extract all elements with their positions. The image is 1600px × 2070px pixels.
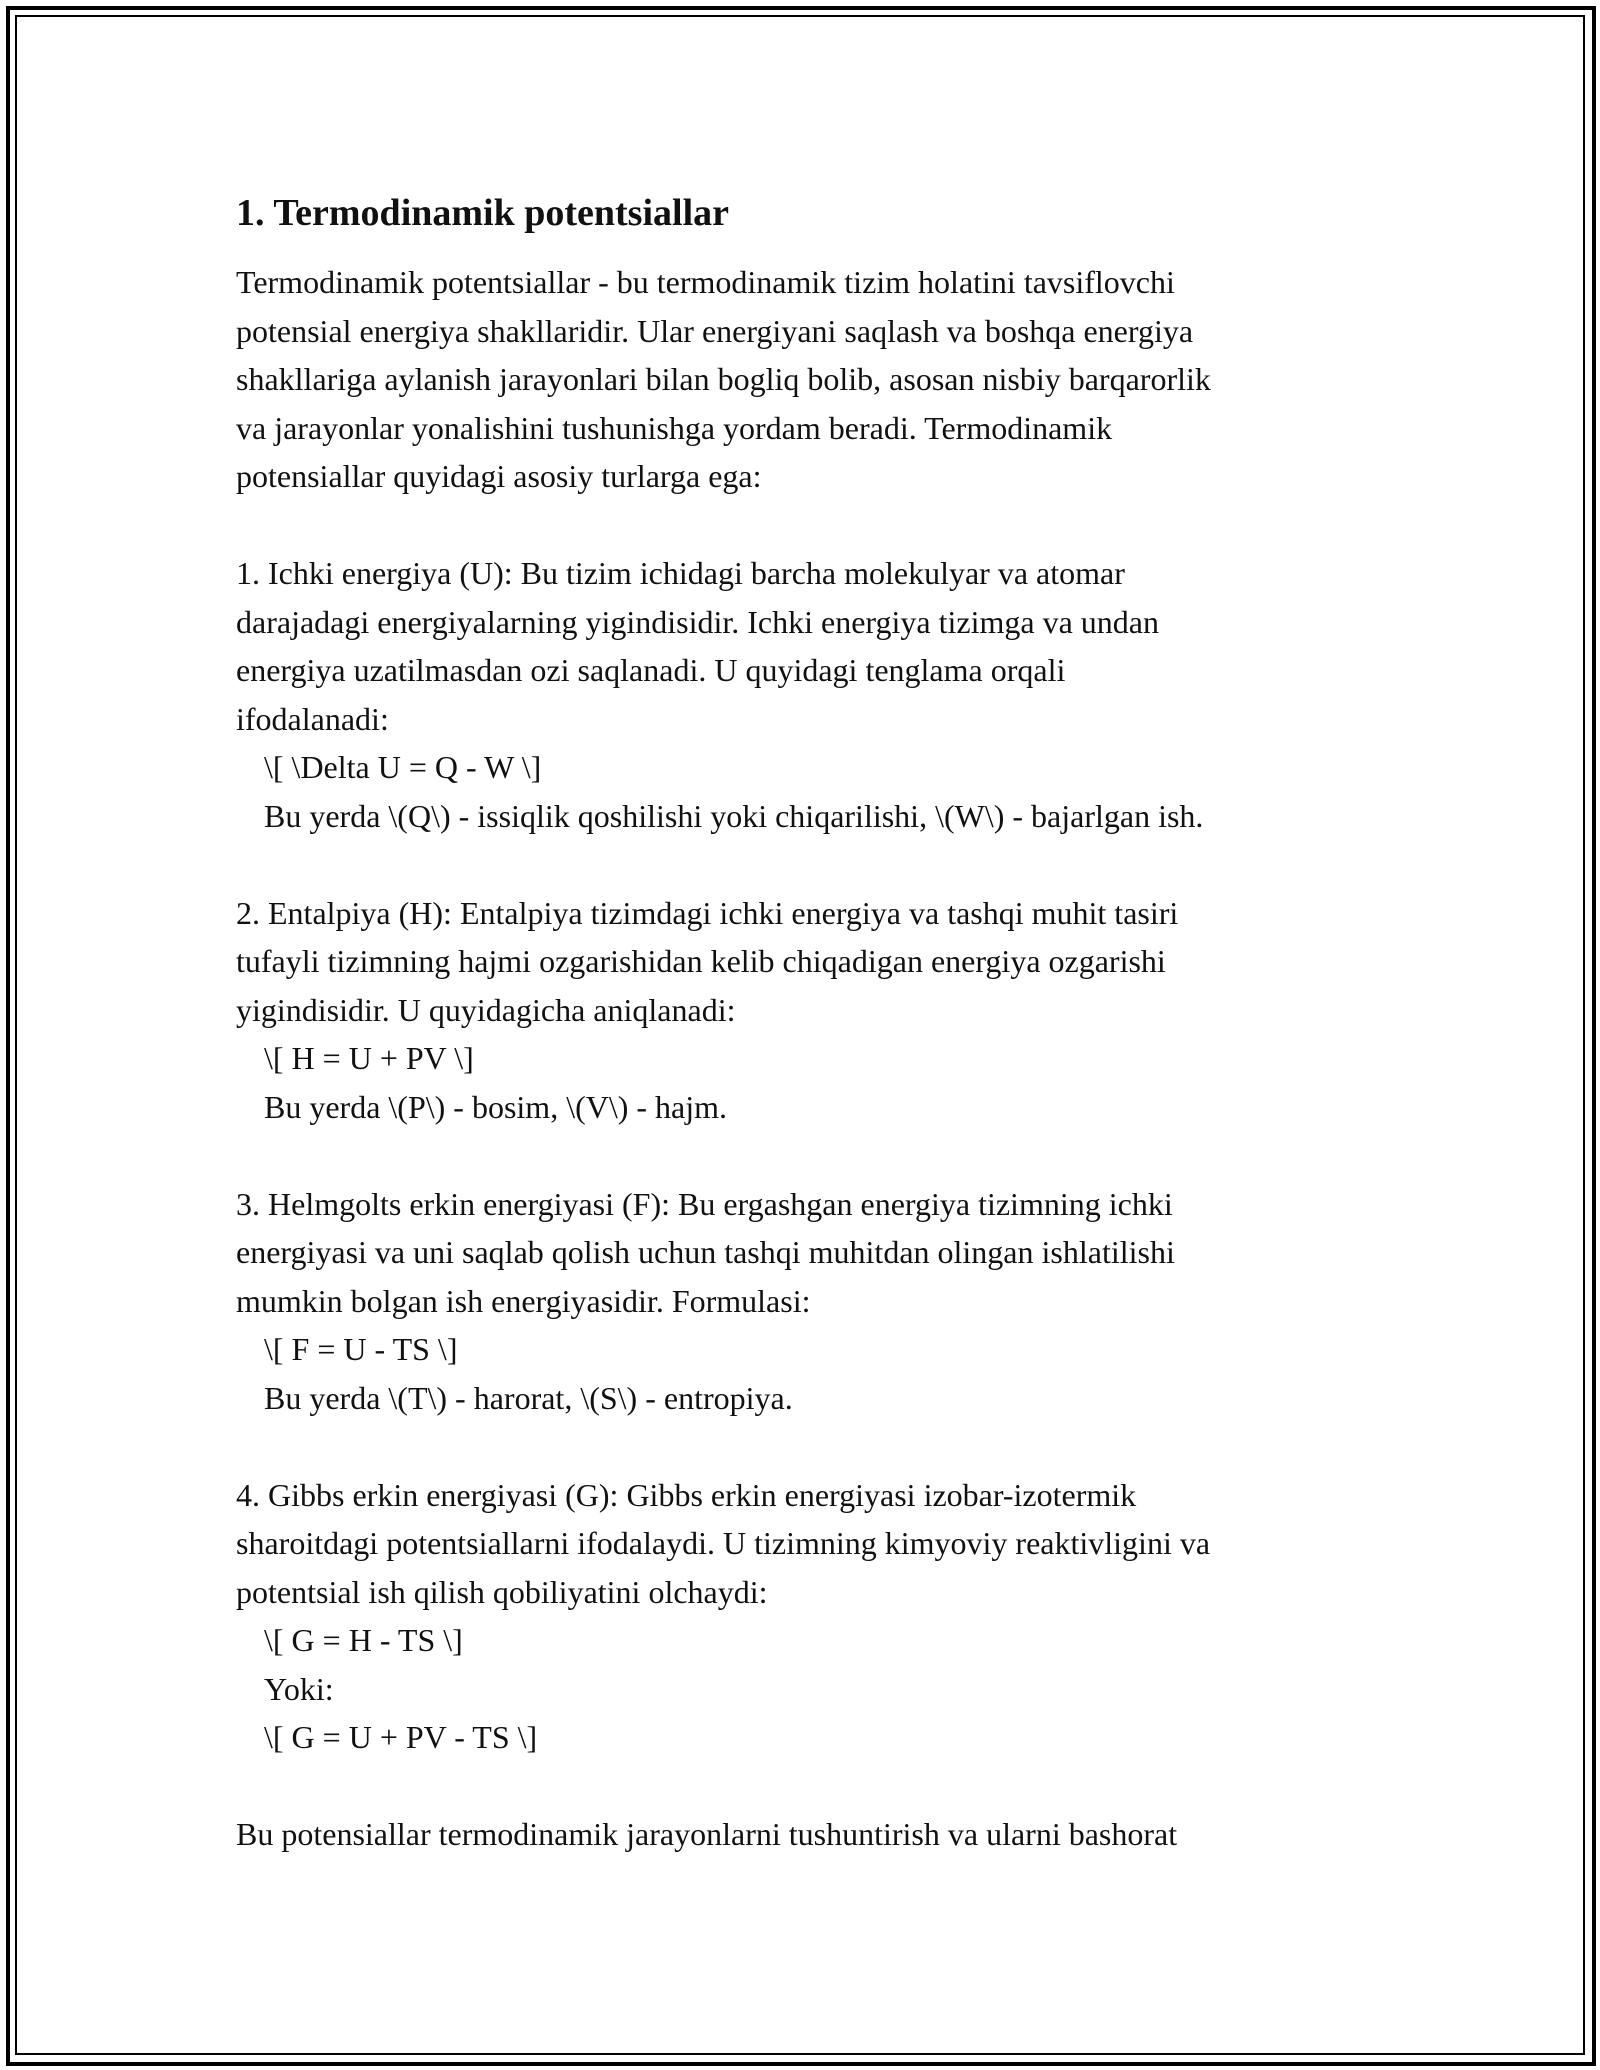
item-line: yigindisidir. U quyidagicha aniqlanadi: — [236, 991, 736, 1028]
closing-line: Bu potensiallar termodinamik jarayonlarni tushuntirish va ularni bashorat — [236, 1816, 1178, 1852]
formula-line: \[ G = U + PV - TS \] — [264, 1719, 538, 1755]
intro-line: potensiallar quyidagi asosiy turlarga ega: — [236, 458, 762, 494]
item-line: potentsial ish qilish qobiliyatini olchaydi: — [236, 1573, 768, 1610]
item-internal-energy — [236, 549, 1366, 840]
spacer — [236, 501, 1366, 550]
spacer — [236, 840, 1366, 889]
document-body — [236, 188, 1366, 1859]
formula-explanation: Bu yerda \(T\) - harorat, \(S\) - entropiya. — [264, 1379, 793, 1416]
intro-line: Termodinamik potentsiallar - bu termodinamik tizim holatini tavsiflovchi — [236, 264, 1175, 300]
formula-line: \[ \Delta U = Q - W \] — [264, 749, 542, 785]
formula-line: \[ G = H - TS \] — [264, 1622, 463, 1658]
item-enthalpy — [236, 889, 1366, 1132]
item-line: 1. Ichki energiya (U): Bu tizim ichidagi barcha molekulyar va atomar — [236, 555, 1125, 591]
formula-line: \[ F = U - TS \] — [264, 1331, 458, 1367]
item-line: mumkin bolgan ish energiyasidir. Formulasi: — [236, 1282, 811, 1319]
item-line: tufayli tizimning hajmi ozgarishidan kelib chiqadigan energiya ozgarishi — [236, 943, 1166, 979]
item-line: 4. Gibbs erkin energiyasi (G): Gibbs erkin energiyasi izobar-izotermik — [236, 1476, 1137, 1513]
formula-explanation: Bu yerda \(Q\) - issiqlik qoshilishi yoki chiqarilishi, \(W\) - bajarlgan ish. — [264, 797, 1204, 834]
item-line: 2. Entalpiya (H): Entalpiya tizimdagi ichki energiya va tashqi muhit tasiri — [236, 894, 1179, 931]
item-line: ifodalanadi: — [236, 700, 389, 737]
formula-explanation: Yoki: — [264, 1670, 334, 1707]
item-helmholtz — [236, 1180, 1366, 1423]
item-line: sharoitdagi potentsiallarni ifodalaydi. U tizimning kimyoviy reaktivligini va — [236, 1525, 1211, 1561]
spacer — [236, 1762, 1366, 1811]
spacer — [236, 1422, 1366, 1471]
intro-line: potensial energiya shakllaridir. Ular energiyani saqlash va boshqa energiya — [236, 312, 1194, 349]
intro-paragraph — [236, 258, 1366, 501]
formula-explanation: Bu yerda \(P\) - bosim, \(V\) - hajm. — [264, 1088, 728, 1125]
intro-line: va jarayonlar yonalishini tushunishga yordam beradi. Termodinamik — [236, 409, 1113, 446]
item-gibbs — [236, 1471, 1366, 1762]
intro-line: shakllariga aylanish jarayonlari bilan bogliq bolib, asosan nisbiy barqarorlik — [236, 361, 1211, 397]
item-line: energiya uzatilmasdan ozi saqlanadi. U quyidagi tenglama orqali — [236, 652, 1066, 688]
item-line: darajadagi energiyalarning yigindisidir. Ichki energiya tizimga va undan — [236, 603, 1159, 640]
formula-line: \[ H = U + PV \] — [264, 1040, 474, 1076]
spacer — [236, 1131, 1366, 1180]
section-title: 1. Termodinamik potentsiallar — [236, 192, 729, 234]
item-line: energiyasi va uni saqlab qolish uchun tashqi muhitdan olingan ishlatilishi — [236, 1234, 1175, 1270]
item-line: 3. Helmgolts erkin energiyasi (F): Bu ergashgan energiya tizimning ichki — [236, 1185, 1173, 1222]
